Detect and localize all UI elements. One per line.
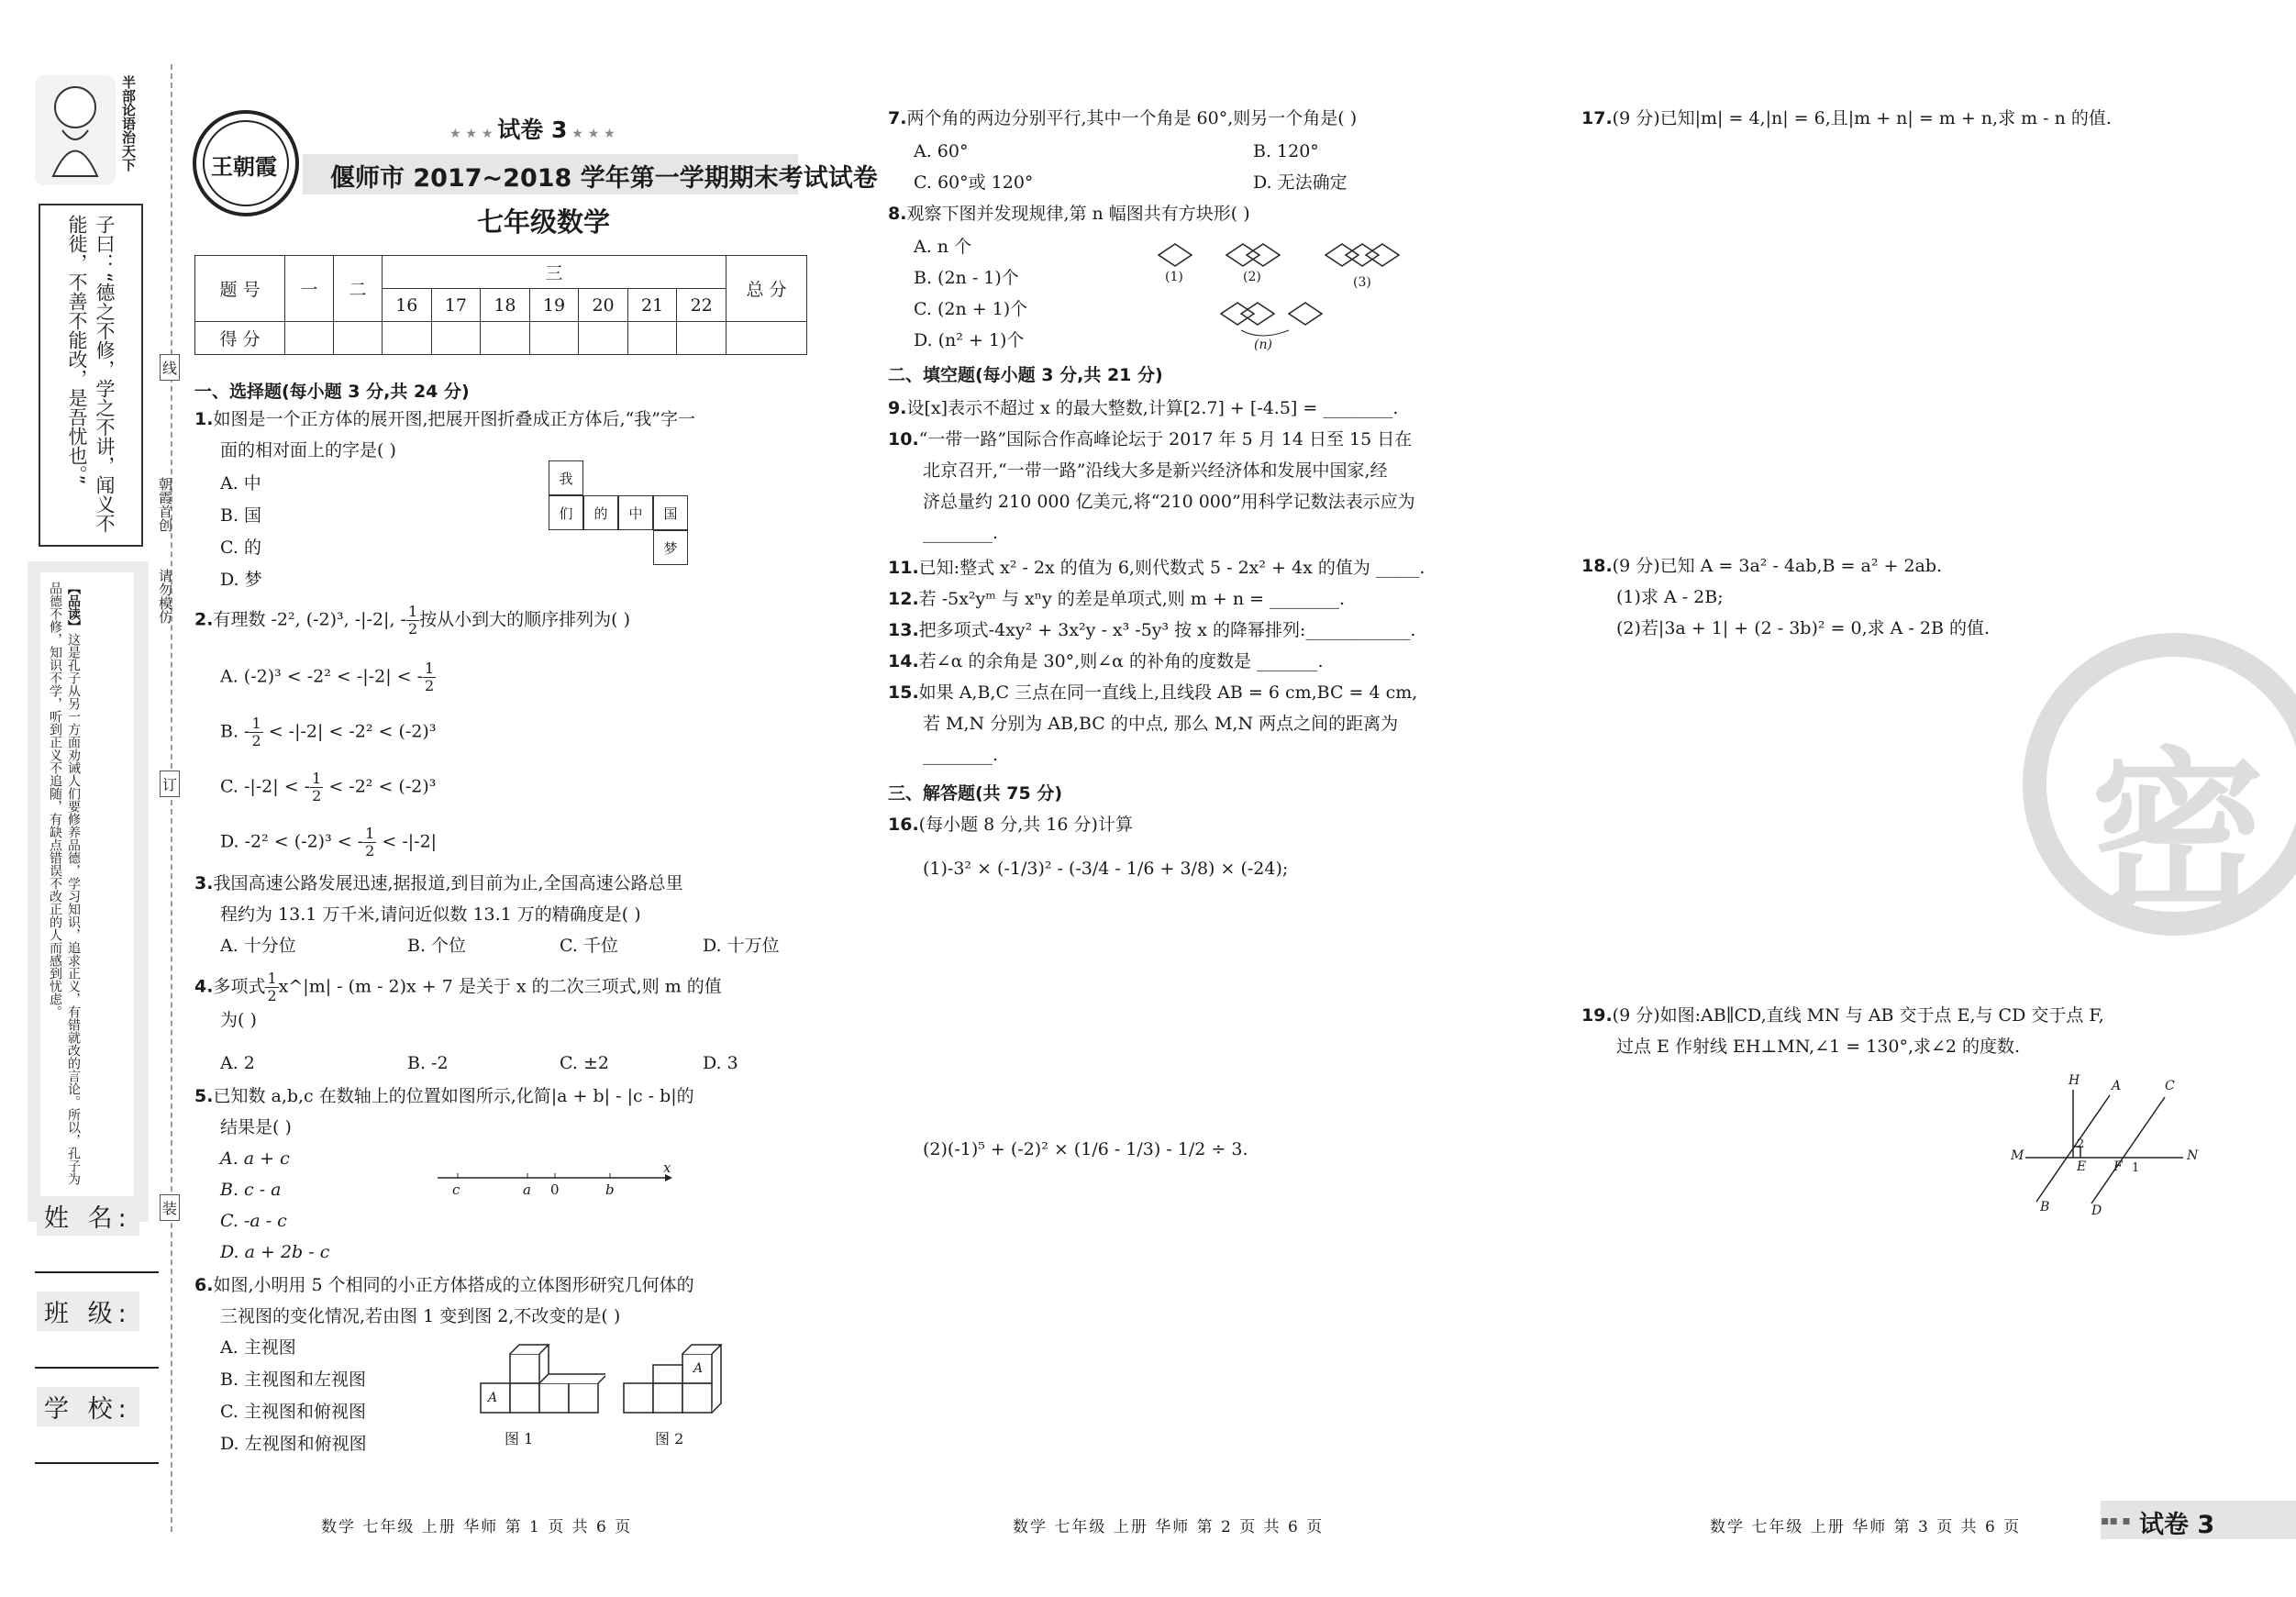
question-15: 15.如果 A,B,C 三点在同一直线上,且线段 AB = 6 cm,BC = 4 cm, 若 M,N 分别为 AB,BC 的中点, 那么 M,N 两点之间的距离为 ________. bbox=[888, 682, 1418, 765]
q8-option-c[interactable]: C. (2n + 1)个 bbox=[914, 299, 1028, 319]
q1-option-d[interactable]: D. 梦 bbox=[220, 570, 262, 590]
question-4: 4.多项式 $\frac{1}{2}$ x^|m| - (m - 2)x + 7 是关于 x 的二次三项式,则 m 的值 为( ) bbox=[194, 970, 722, 1030]
q5-option-a[interactable]: A. a + c bbox=[220, 1148, 290, 1169]
axis-label-x: x bbox=[663, 1159, 671, 1176]
label-C: C bbox=[2165, 1079, 2175, 1093]
score-col-3: 三 bbox=[383, 256, 727, 289]
label-A: A bbox=[2112, 1079, 2122, 1093]
axis-label-a: a bbox=[523, 1181, 531, 1198]
question-9: 9.设[x]表示不超过 x 的最大整数,计算[2.7] + [-4.5] = ________. bbox=[888, 398, 1399, 418]
score-cell[interactable] bbox=[627, 322, 677, 355]
axis-label-0: 0 bbox=[550, 1181, 560, 1198]
q5-option-d[interactable]: D. a + 2b - c bbox=[220, 1242, 330, 1262]
net-cell: 我 bbox=[549, 460, 583, 495]
corner-badge bbox=[2101, 1501, 2296, 1539]
score-cell[interactable] bbox=[677, 322, 727, 355]
question-16: 16.(每小题 8 分,共 16 分)计算 bbox=[888, 815, 1133, 835]
question-3: 3.我国高速公路发展迅速,据报道,到目前为止,全国高速公路总里 程约为 13.1 万千米,请问近似数 13.1 万的精确度是( ) bbox=[194, 873, 683, 925]
label-F: F bbox=[2113, 1159, 2123, 1174]
page-1-footer: 数学 七年级 上册 华师 第 1 页 共 6 页 bbox=[321, 1518, 633, 1536]
parallel-lines-figure bbox=[2011, 1073, 2202, 1218]
q1-option-a[interactable]: A. 中 bbox=[220, 473, 261, 494]
label-N: N bbox=[2187, 1148, 2199, 1163]
net-cell: 们 bbox=[549, 495, 583, 530]
copyright-a: 朝霞首创 bbox=[157, 477, 173, 532]
q2-option-b[interactable]: B. - $\frac{1}{2}$ < -|-2| < -2² < (-2)³ bbox=[220, 715, 437, 749]
quote-box bbox=[39, 204, 143, 547]
score-sub: 17 bbox=[431, 289, 481, 322]
seal-char-1: 线 bbox=[160, 354, 180, 381]
label-B: B bbox=[2040, 1200, 2050, 1214]
pattern-label-n: (n) bbox=[1254, 338, 1272, 352]
q1-option-b[interactable]: B. 国 bbox=[220, 505, 262, 526]
score-col-2: 二 bbox=[334, 256, 383, 322]
score-cell[interactable] bbox=[579, 322, 628, 355]
score-sub: 22 bbox=[677, 289, 727, 322]
q6-option-a[interactable]: A. 主视图 bbox=[220, 1337, 296, 1358]
section-3-title: 三、解答题(共 75 分) bbox=[888, 783, 1063, 804]
score-sub: 18 bbox=[481, 289, 530, 322]
q8-option-d[interactable]: D. (n² + 1)个 bbox=[914, 330, 1025, 350]
cube-figure-1 bbox=[477, 1337, 605, 1420]
series-label: ★ ★ ★ 试卷 3 ★ ★ ★ bbox=[449, 116, 616, 143]
q5-option-c[interactable]: C. -a - c bbox=[220, 1211, 287, 1231]
score-label: 得 分 bbox=[195, 322, 285, 355]
q16-part-1: (1)-3² × (-1/3)² - (-3/4 - 1/6 + 3/8) × (-24); bbox=[923, 859, 1289, 879]
pattern-figure bbox=[1151, 237, 1454, 356]
net-cell: 国 bbox=[653, 495, 688, 530]
fig2-caption: 图 2 bbox=[655, 1430, 684, 1447]
binding-dashed-line bbox=[171, 64, 172, 1532]
seal-char-2: 订 bbox=[160, 771, 180, 797]
question-2: 2.有理数 -2², (-2)³, -|-2|, - $\frac{1}{2}$ 按从小到大的顺序排列为( ) bbox=[194, 603, 631, 638]
score-col-1: 一 bbox=[285, 256, 334, 322]
quote-text: 子曰：“德之不修，学之不讲，闻义不能徙，不善不能改，是吾忧也。” bbox=[66, 215, 116, 533]
q2-option-a[interactable]: A. (-2)³ < -2² < -|-2| < - $\frac{1}{2}$ bbox=[220, 660, 435, 694]
question-11: 11.已知:整式 x² - 2x 的值为 6,则代数式 5 - 2x² + 4x 的值为 _____. bbox=[888, 558, 1425, 578]
confidential-stamp bbox=[2023, 633, 2296, 936]
name-field bbox=[28, 1192, 165, 1248]
score-cell[interactable] bbox=[383, 322, 432, 355]
q2-option-c[interactable]: C. -|-2| < - $\frac{1}{2}$ < -2² < (-2)³ bbox=[220, 770, 437, 804]
question-19: 19.(9 分)如图:AB∥CD,直线 MN 与 AB 交于点 E,与 CD 交于点 F, 过点 E 作射线 EH⊥MN,∠1 = 130°,求∠2 的度数. bbox=[1581, 1005, 2104, 1057]
question-12: 12.若 -5x²yᵐ 与 xⁿy 的差是单项式,则 m + n = ________. bbox=[888, 589, 1346, 609]
number-line bbox=[436, 1159, 674, 1202]
q16-part-2: (2)(-1)⁵ + (-2)² × (1/6 - 1/3) - 1/2 ÷ 3. bbox=[923, 1139, 1248, 1159]
class-underline[interactable] bbox=[35, 1367, 159, 1369]
label-D: D bbox=[2091, 1203, 2102, 1218]
net-cell: 中 bbox=[618, 495, 653, 530]
axis-label-b: b bbox=[605, 1181, 615, 1198]
exam-subtitle: 七年级数学 bbox=[477, 206, 611, 238]
corner-label: 试卷 3 bbox=[2139, 1511, 2215, 1539]
review-box bbox=[28, 561, 149, 1222]
question-13: 13.把多项式-4xy² + 3x²y - x³ -5y³ 按 x 的降幂排列:____________. bbox=[888, 620, 1416, 640]
seal-char-3: 装 bbox=[160, 1194, 180, 1221]
net-cell: 梦 bbox=[653, 530, 688, 565]
score-sub: 16 bbox=[383, 289, 432, 322]
cube-figure-2 bbox=[620, 1341, 749, 1420]
angle-label-1: 1 bbox=[2132, 1161, 2140, 1175]
q4-option-c[interactable]: C. ±2 bbox=[560, 1053, 609, 1073]
exam-title: 偃师市 2017~2018 学年第一学期期末考试试卷 bbox=[330, 164, 878, 193]
q6-option-c[interactable]: C. 主视图和俯视图 bbox=[220, 1402, 366, 1422]
q7-option-b[interactable]: B. 120° bbox=[1253, 141, 1319, 161]
question-7: 7.两个角的两边分别平行,其中一个角是 60°,则另一个角是( ) bbox=[888, 108, 1358, 128]
q3-option-c[interactable]: C. 千位 bbox=[560, 936, 618, 956]
corner-squares-icon: ▪▪ ▪ bbox=[2101, 1514, 2131, 1528]
score-sub: 20 bbox=[579, 289, 628, 322]
question-14: 14.若∠α 的余角是 30°,则∠α 的补角的度数是 _______. bbox=[888, 651, 1324, 671]
q4-option-a[interactable]: A. 2 bbox=[220, 1053, 255, 1073]
question-5: 5.已知数 a,b,c 在数轴上的位置如图所示,化简|a + b| - |c - b|的 结果是( ) bbox=[194, 1086, 694, 1137]
q3-option-b[interactable]: B. 个位 bbox=[407, 936, 467, 956]
q1-option-c[interactable]: C. 的 bbox=[220, 538, 261, 558]
question-18: 18.(9 分)已知 A = 3a² - 4ab,B = a² + 2ab. (1)求 A - 2B; (2)若|3a + 1| + (2 - 3b)² = 0,求 A - 2B 的值. bbox=[1581, 556, 1991, 638]
question-6: 6.如图,小明用 5 个相同的小正方体搭成的立体图形研究几何体的 三视图的变化情况,若由图 1 变到图 2,不改变的是( ) bbox=[194, 1275, 694, 1326]
score-row-label: 题 号 bbox=[195, 256, 285, 322]
score-sub: 19 bbox=[529, 289, 579, 322]
q6-option-d[interactable]: D. 左视图和俯视图 bbox=[220, 1434, 367, 1454]
q7-option-d[interactable]: D. 无法确定 bbox=[1253, 172, 1348, 193]
q5-option-b[interactable]: B. c - a bbox=[220, 1180, 282, 1200]
q3-option-d[interactable]: D. 十万位 bbox=[703, 936, 780, 956]
score-sub: 21 bbox=[627, 289, 677, 322]
stamp-char: 密 bbox=[2091, 732, 2266, 935]
question-10: 10.“一带一路”国际合作高峰论坛于 2017 年 5 月 14 日至 15 日在 北京召开,“一带一路”沿线大多是新兴经济体和发展中国家,经 济总量约 210 000 亿美元,将“210 000”用科学记数法表示应为 ________. bbox=[888, 429, 1415, 543]
q4-option-b[interactable]: B. -2 bbox=[407, 1053, 449, 1073]
page-3-footer: 数学 七年级 上册 华师 第 3 页 共 6 页 bbox=[1710, 1518, 2022, 1536]
label-E: E bbox=[2077, 1159, 2087, 1174]
corner-tag: 半部论语治天下 bbox=[120, 75, 137, 172]
score-total: 总 分 bbox=[727, 256, 807, 322]
q7-option-a[interactable]: A. 60° bbox=[914, 141, 969, 161]
score-cell[interactable] bbox=[334, 322, 383, 355]
q6-option-b[interactable]: B. 主视图和左视图 bbox=[220, 1370, 367, 1390]
section-1-title: 一、选择题(每小题 3 分,共 24 分) bbox=[194, 382, 470, 402]
label-M: M bbox=[2011, 1148, 2024, 1163]
score-cell[interactable] bbox=[529, 322, 579, 355]
school-underline[interactable] bbox=[35, 1462, 159, 1464]
class-label: 班 级: bbox=[37, 1292, 139, 1331]
score-cell[interactable] bbox=[431, 322, 481, 355]
q8-option-b[interactable]: B. (2n - 1)个 bbox=[914, 268, 1019, 288]
page-2-footer: 数学 七年级 上册 华师 第 2 页 共 6 页 bbox=[1013, 1518, 1325, 1536]
score-cell[interactable] bbox=[727, 322, 807, 355]
pattern-label-3: (3) bbox=[1353, 275, 1371, 290]
confucius-figure bbox=[35, 75, 116, 185]
q4-option-d[interactable]: D. 3 bbox=[703, 1053, 738, 1073]
label-H: H bbox=[2069, 1073, 2080, 1088]
score-cell[interactable] bbox=[481, 322, 530, 355]
q2-option-d[interactable]: D. -2² < (-2)³ < - $\frac{1}{2}$ < -|-2| bbox=[220, 825, 438, 859]
school-label: 学 校: bbox=[37, 1387, 139, 1426]
score-table bbox=[194, 255, 807, 355]
q3-option-a[interactable]: A. 十分位 bbox=[220, 936, 296, 956]
question-1: 1.如图是一个正方体的展开图,把展开图折叠成正方体后,“我”字一 面的相对面上的字是( ) bbox=[194, 409, 695, 460]
fig1-caption: 图 1 bbox=[505, 1430, 534, 1447]
angle-label-2: 2 bbox=[2077, 1137, 2085, 1151]
section-2-title: 二、填空题(每小题 3 分,共 21 分) bbox=[888, 365, 1163, 385]
left-margin bbox=[28, 66, 149, 1185]
pattern-label-2: (2) bbox=[1243, 270, 1261, 284]
logo-text: 王朝霞 bbox=[211, 154, 277, 180]
name-label: 姓 名: bbox=[37, 1196, 139, 1236]
q8-option-a[interactable]: A. n 个 bbox=[914, 237, 972, 257]
question-17: 17.(9 分)已知|m| = 4,|n| = 6,且|m + n| = m + n,求 m - n 的值. bbox=[1581, 108, 2112, 128]
q7-option-c[interactable]: C. 60°或 120° bbox=[914, 172, 1034, 193]
pattern-label-1: (1) bbox=[1165, 270, 1183, 284]
cube-a-label-2: A bbox=[693, 1361, 704, 1376]
axis-label-c: c bbox=[452, 1181, 460, 1198]
copyright-b: 请勿模仿 bbox=[157, 569, 173, 624]
net-cell: 的 bbox=[583, 495, 618, 530]
review-text: 【品读】这是孔子从另一方面劝诫人们要修养品德，学习知识，追求正义，有错就改的言论。所以，孔子为品德不修，知识不学，听到正义不追随，有缺点错误不改正的人而感到忧虑。 bbox=[48, 582, 81, 1185]
logo bbox=[191, 108, 301, 218]
score-cell[interactable] bbox=[285, 322, 334, 355]
cube-a-label: A bbox=[488, 1391, 498, 1405]
name-underline[interactable] bbox=[35, 1271, 159, 1273]
question-8: 8.观察下图并发现规律,第 n 幅图共有方块形( ) bbox=[888, 204, 1250, 224]
